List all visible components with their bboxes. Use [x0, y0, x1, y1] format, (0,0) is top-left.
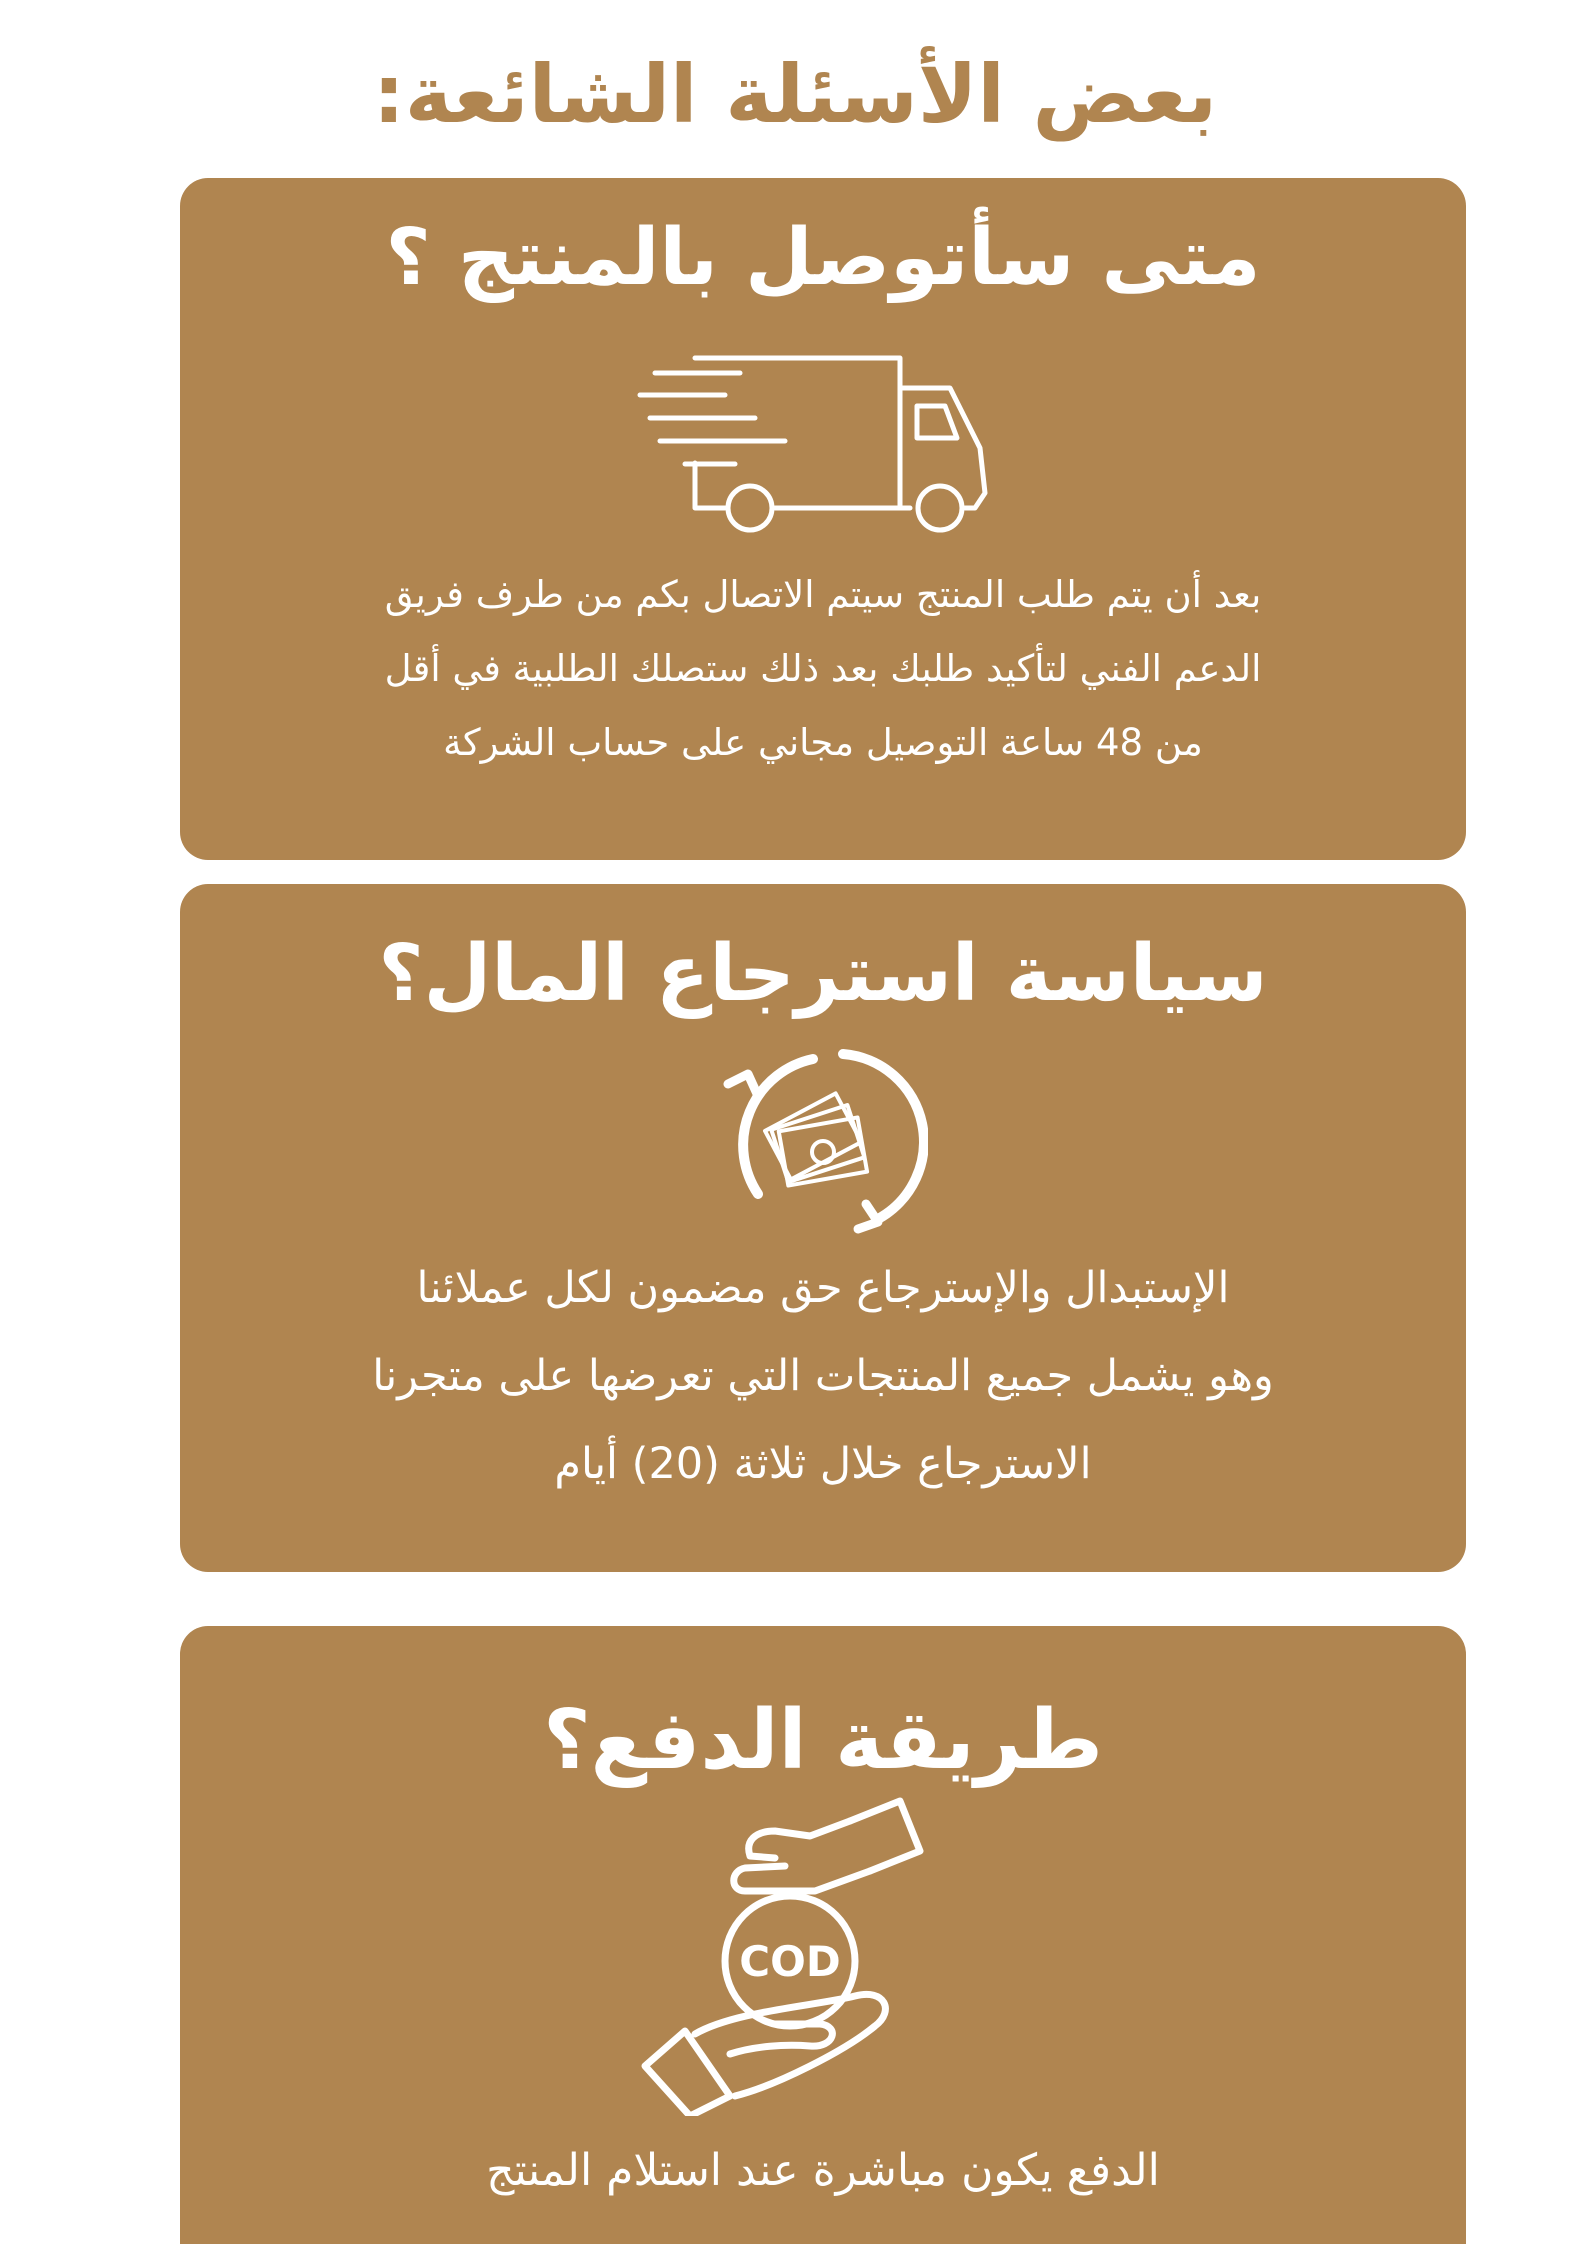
delivery-truck-icon — [635, 348, 995, 538]
text-line: بعد أن يتم طلب المنتج سيتم الاتصال بكم من طرف فريق — [384, 573, 1262, 616]
text-line: وهو يشمل جميع المنتجات التي تعرضها على متجرنا — [372, 1351, 1274, 1401]
text-line: الدفع يكون مباشرة عند استلام المنتج — [486, 2145, 1160, 2196]
faq-card-text — [240, 2131, 1406, 2211]
faq-card-refund — [180, 884, 1466, 1572]
page-title: بعض الأسئلة الشائعة: — [372, 48, 1217, 141]
text-line: الاسترجاع خلال ثلاثة (20) أيام — [554, 1439, 1092, 1489]
faq-card-text — [240, 1244, 1406, 1508]
faq-card-title: طريقة الدفع؟ — [543, 1693, 1103, 1788]
faq-card-title: متى سأتوصل بالمنتج ؟ — [385, 213, 1261, 303]
text-line: الدعم الفني لتأكيد طلبك بعد ذلك ستصلك الطلبية في أقل — [384, 647, 1262, 690]
cash-on-delivery-icon — [635, 1796, 1015, 2116]
faq-card-text — [240, 558, 1406, 780]
faq-card-payment — [180, 1626, 1466, 2244]
faq-card-delivery — [180, 178, 1466, 860]
text-line: من 48 ساعة التوصيل مجاني على حساب الشركة — [443, 721, 1203, 764]
faq-card-title: سياسة استرجاع المال؟ — [378, 929, 1268, 1019]
text-line: الإستبدال والإسترجاع حق مضمون لكل عملائنا — [416, 1263, 1230, 1313]
money-refund-icon — [718, 1044, 928, 1244]
cod-label: COD — [739, 1937, 841, 1986]
